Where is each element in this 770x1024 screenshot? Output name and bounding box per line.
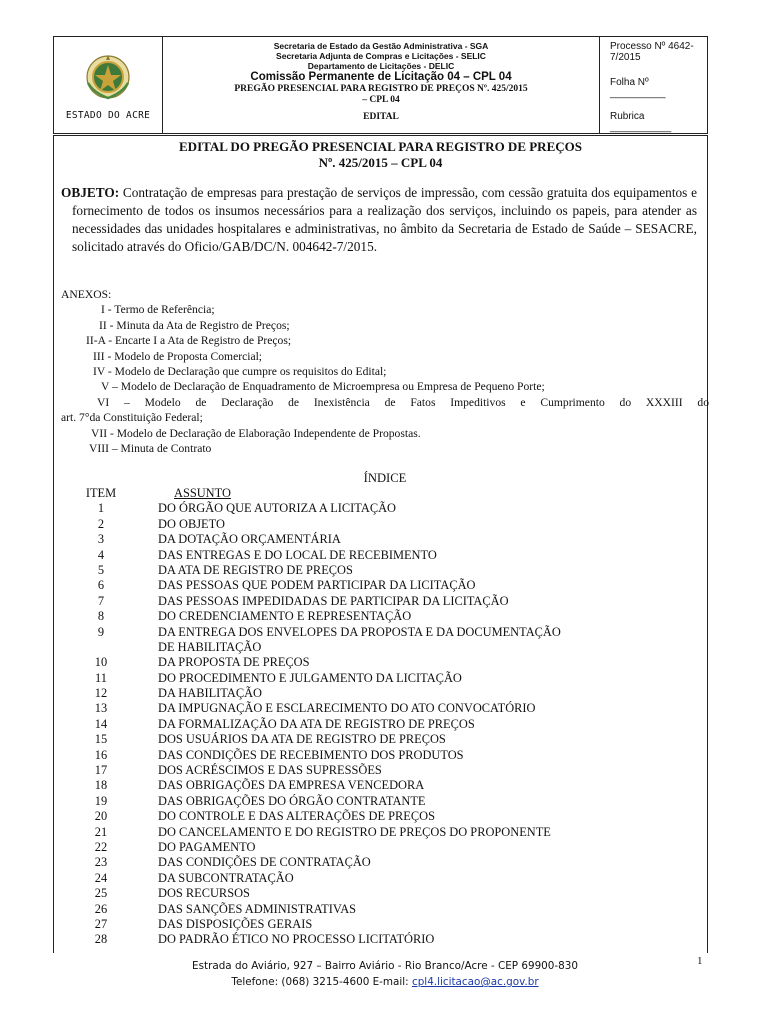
indice-item-number: 12 — [94, 686, 108, 701]
indice-row — [0, 548, 770, 563]
document-header — [53, 36, 708, 134]
indice-item-subject: DAS CONDIÇÕES DE RECEBIMENTO DOS PRODUTOS — [158, 747, 464, 762]
indice-row — [0, 671, 770, 686]
indice-item-subject: DA DOTAÇÃO ORÇAMENTÁRIA — [158, 532, 341, 547]
indice-row — [0, 686, 770, 701]
indice-row — [0, 732, 770, 747]
indice-item-subject: DA IMPUGNAÇÃO E ESCLARECIMENTO DO ATO CONVOCATÓRIO — [158, 701, 536, 716]
indice-item-subject: DA ENTREGA DOS ENVELOPES DA PROPOSTA E DA DOCUMENTAÇÃO — [158, 624, 561, 639]
estado-label: ESTADO DO ACRE — [65, 110, 151, 121]
indice-item-number: 5 — [97, 562, 105, 577]
indice-row — [0, 763, 770, 778]
indice-row — [0, 625, 770, 640]
indice-item-subject: DO PADRÃO ÉTICO NO PROCESSO LICITATÓRIO — [158, 932, 435, 947]
indice-item-subject: DAS DISPOSIÇÕES GERAIS — [158, 916, 313, 931]
anexo-item: I - Termo de Referência; — [101, 303, 215, 317]
indice-item-number: 15 — [94, 732, 108, 747]
indice-table — [0, 486, 770, 948]
indice-item-number: 9 — [97, 624, 105, 639]
indice-item-subject: DOS RECURSOS — [158, 886, 250, 901]
indice-item-number: 1 — [97, 501, 105, 516]
indice-item-subject: DE HABILITAÇÃO — [158, 639, 262, 654]
indice-row — [0, 748, 770, 763]
indice-row — [0, 517, 770, 532]
indice-item-number: 4 — [97, 547, 105, 562]
indice-item-number: 21 — [94, 824, 108, 839]
indice-item-number: 8 — [97, 609, 105, 624]
objeto-label: OBJETO: — [61, 185, 120, 200]
anexo-item: VIII – Minuta de Contrato — [89, 442, 212, 456]
indice-row — [0, 871, 770, 886]
indice-item-subject: DO ÓRGÃO QUE AUTORIZA A LICITAÇÃO — [158, 501, 396, 516]
header-line-delic: Departamento de Licitações - DELIC — [307, 61, 455, 71]
indice-item-subject: DO CANCELAMENTO E DO REGISTRO DE PREÇOS DO PROPONENTE — [158, 824, 551, 839]
indice-row — [0, 778, 770, 793]
indice-item-subject: DA ATA DE REGISTRO DE PREÇOS — [158, 562, 353, 577]
header-process-cell — [600, 37, 707, 133]
header-institution-cell — [163, 37, 600, 133]
indice-item-subject: DOS USUÁRIOS DA ATA DE REGISTRO DE PREÇOS — [158, 732, 446, 747]
indice-item-subject: DOS ACRÉSCIMOS E DAS SUPRESSÕES — [158, 763, 382, 778]
indice-item-number: 3 — [97, 532, 105, 547]
anexo-item: V – Modelo de Declaração de Enquadramento de Microempresa ou Empresa de Pequeno Porte; — [101, 380, 545, 394]
page-footer — [0, 958, 770, 990]
indice-header-row — [0, 486, 770, 501]
indice-item-subject: DAS PESSOAS IMPEDIDADAS DE PARTICIPAR DA LICITAÇÃO — [158, 593, 509, 608]
indice-item-subject: DAS OBRIGAÇÕES DA EMPRESA VENCEDORA — [158, 778, 425, 793]
indice-item-number: 22 — [94, 839, 108, 854]
indice-title: ÍNDICE — [363, 471, 407, 485]
indice-item-number: 10 — [94, 655, 108, 670]
indice-item-number: 23 — [94, 855, 108, 870]
indice-item-number: 18 — [94, 778, 108, 793]
processo-number: Processo Nº 4642-7/2015 — [610, 41, 694, 63]
document-title-line2: Nº. 425/2015 – CPL 04 — [318, 155, 443, 170]
indice-item-number: 19 — [94, 793, 108, 808]
anexo-item-continuation: art. 7°da Constituição Federal; — [61, 411, 203, 425]
header-line-edital: EDITAL — [363, 112, 399, 122]
indice-item-number: 6 — [97, 578, 105, 593]
acre-coat-of-arms-icon — [84, 53, 132, 101]
indice-item-number: 17 — [94, 763, 108, 778]
anexo-item: III - Modelo de Proposta Comercial; — [93, 349, 263, 363]
indice-row — [0, 640, 770, 655]
anexo-item: VII - Modelo de Declaração de Elaboração Independente de Propostas. — [91, 426, 421, 440]
indice-row — [0, 655, 770, 670]
anexos-label: ANEXOS: — [61, 288, 112, 301]
indice-item-subject: DAS SANÇÕES ADMINISTRATIVAS — [158, 901, 357, 916]
indice-item-subject: DA HABILITAÇÃO — [158, 686, 262, 701]
indice-item-subject: DO CONTROLE E DAS ALTERAÇÕES DE PREÇOS — [158, 809, 435, 824]
indice-item-subject: DA PROPOSTA DE PREÇOS — [158, 655, 310, 670]
indice-item-subject: DO OBJETO — [158, 516, 225, 531]
footer-contact — [0, 974, 770, 990]
rubrica-field: Rubrica ___________ — [610, 111, 672, 133]
col-item-header: ITEM — [85, 486, 117, 500]
page-number: 1 — [697, 955, 703, 967]
footer-phone: Telefone: (068) 3215-4600 E-mail: — [231, 976, 409, 988]
indice-row — [0, 917, 770, 932]
indice-item-subject: DAS ENTREGAS E DO LOCAL DE RECEBIMENTO — [158, 547, 437, 562]
indice-row — [0, 932, 770, 947]
indice-item-number: 26 — [94, 901, 108, 916]
indice-item-number: 7 — [97, 593, 105, 608]
indice-row — [0, 855, 770, 870]
indice-row — [0, 825, 770, 840]
objeto-section — [61, 184, 697, 256]
indice-row — [0, 886, 770, 901]
indice-item-number: 16 — [94, 747, 108, 762]
anexo-item: II - Minuta da Ata de Registro de Preços; — [99, 318, 290, 332]
anexos-section — [61, 287, 709, 456]
indice-row — [0, 532, 770, 547]
indice-item-subject: DO PAGAMENTO — [158, 839, 256, 854]
indice-item-number: 28 — [94, 932, 108, 947]
indice-row — [0, 902, 770, 917]
folha-field: Folha Nº __________ — [610, 77, 666, 99]
indice-item-subject: DAS CONDIÇÕES DE CONTRATAÇÃO — [158, 855, 371, 870]
indice-row — [0, 578, 770, 593]
indice-item-number: 13 — [94, 701, 108, 716]
header-line-sga: Secretaria de Estado da Gestão Administrativa - SGA — [273, 41, 489, 51]
indice-item-subject: DO PROCEDIMENTO E JULGAMENTO DA LICITAÇÃO — [158, 670, 462, 685]
indice-item-number: 11 — [95, 670, 107, 685]
anexo-item: VI – Modelo de Declaração de Inexistência de Fatos Impeditivos e Cumprimento do XXXIII do — [97, 395, 709, 409]
indice-item-subject: DA FORMALIZAÇÃO DA ATA DE REGISTRO DE PREÇOS — [158, 716, 475, 731]
indice-item-number: 20 — [94, 809, 108, 824]
header-logo-cell — [54, 37, 163, 133]
header-line-cpl: Comissão Permanente de Licitação 04 – CPL 04 — [250, 71, 512, 83]
indice-item-subject: DAS OBRIGAÇÕES DO ÓRGÃO CONTRATANTE — [158, 793, 426, 808]
indice-row — [0, 701, 770, 716]
indice-item-number: 25 — [94, 886, 108, 901]
header-line-cpl04: – CPL 04 — [362, 95, 400, 105]
indice-row — [0, 563, 770, 578]
indice-item-subject: DAS PESSOAS QUE PODEM PARTICIPAR DA LICITAÇÃO — [158, 578, 476, 593]
indice-item-subject: DO CREDENCIAMENTO E REPRESENTAÇÃO — [158, 609, 412, 624]
header-line-pregao: PREGÃO PRESENCIAL PARA REGISTRO DE PREÇOS Nº. 425/2015 — [234, 84, 528, 94]
header-line-selic: Secretaria Adjunta de Compras e Licitações - SELIC — [276, 51, 486, 61]
indice-item-number: 24 — [94, 870, 108, 885]
indice-item-subject: DA SUBCONTRATAÇÃO — [158, 870, 294, 885]
footer-address: Estrada do Aviário, 927 – Bairro Aviário - Rio Branco/Acre - CEP 69900-830 — [192, 960, 578, 972]
indice-item-number: 27 — [94, 916, 108, 931]
indice-row — [0, 594, 770, 609]
indice-item-number: 14 — [94, 716, 108, 731]
anexo-item: IV - Modelo de Declaração que cumpre os requisitos do Edital; — [93, 365, 387, 379]
indice-row — [0, 501, 770, 516]
footer-email-link[interactable]: cpl4.licitacao@ac.gov.br — [412, 976, 539, 988]
indice-row — [0, 717, 770, 732]
document-title-line1: EDITAL DO PREGÃO PRESENCIAL PARA REGISTRO DE PREÇOS — [179, 139, 582, 154]
indice-item-number: 2 — [97, 516, 105, 531]
anexo-item: II-A - Encarte I a Ata de Registro de Preços; — [86, 334, 292, 348]
col-assunto-header: ASSUNTO — [174, 486, 231, 500]
objeto-text: Contratação de empresas para prestação de serviços de impressão, com cessão gratuita dos equipamentos e fornecimento de todos os insumos necessários para a realização dos serviços, incluindo os papeis, para atender as necessidades das unidades hospitalares e administrativas, no âmbito da Secretaria de Estado de Saúde – SESACRE, solicitado através do Oficio/GAB/DC/N. 004642-7/2015. — [72, 185, 697, 254]
indice-row — [0, 809, 770, 824]
indice-row — [0, 840, 770, 855]
indice-row — [0, 609, 770, 624]
indice-row — [0, 794, 770, 809]
